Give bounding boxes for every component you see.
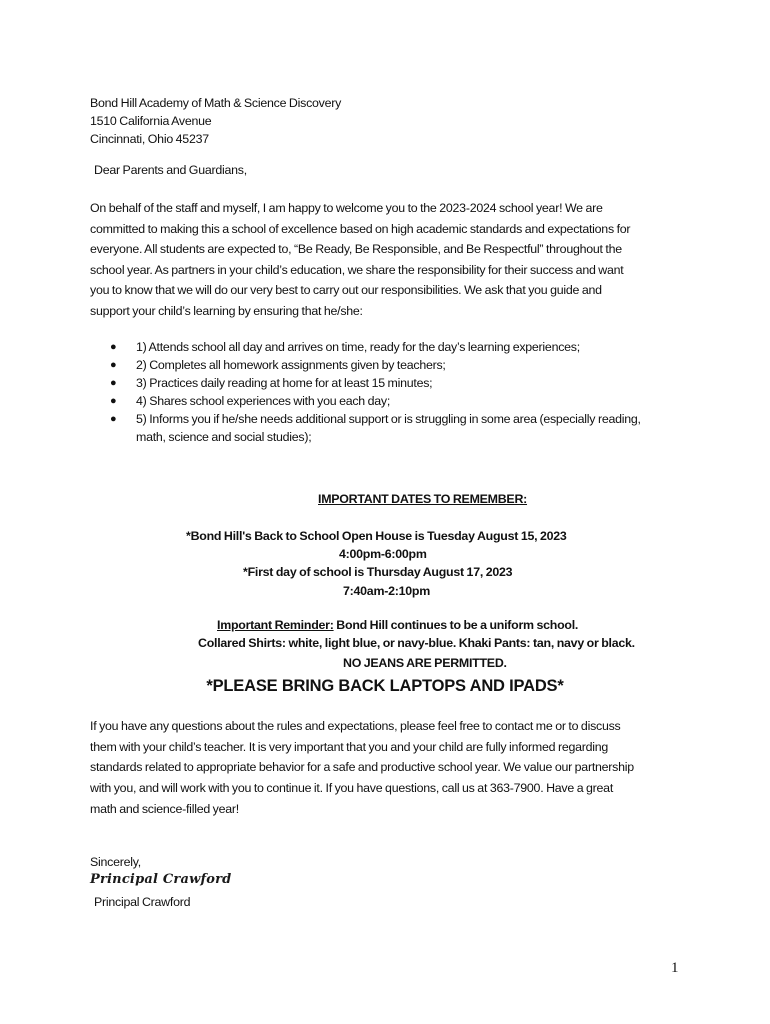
closing-paragraph <box>90 716 690 820</box>
intro-line: support your child’s learning by ensuring that he/she: <box>90 303 363 318</box>
uniform-dress-code: Collared Shirts: white, light blue, or navy-blue. Khaki Pants: tan, navy or black. <box>198 636 635 650</box>
intro-line: everyone. All students are expected to, “Be Ready, Be Responsible, and Be Respectful” throughout the <box>90 242 622 257</box>
reminder-text: Bond Hill continues to be a uniform school. <box>333 618 579 632</box>
greeting: Dear Parents and Guardians, <box>94 163 247 177</box>
list-item <box>110 356 690 374</box>
list-item-text-continued: math, science and social studies); <box>136 430 312 444</box>
important-dates-heading: IMPORTANT DATES TO REMEMBER: <box>318 492 528 506</box>
list-item <box>110 374 690 392</box>
street-address: 1510 California Avenue <box>90 114 212 128</box>
closing-line: math and science-filled year! <box>90 801 239 816</box>
intro-line: On behalf of the staff and myself, I am happy to welcome you to the 2023-2024 school year! We are <box>90 201 603 215</box>
list-item-text: 4) Shares school experiences with you each day; <box>136 394 391 408</box>
uniform-reminder <box>217 618 578 632</box>
open-house-time: 4:00pm-6:00pm <box>339 547 427 561</box>
intro-line: committed to making this a school of excellence based on high academic standards and expectations for <box>90 221 631 236</box>
intro-line: school year. As partners in your child’s education, we share the responsibility for their success and want <box>90 262 624 277</box>
list-item-text: 1) Attends school all day and arrives on time, ready for the day’s learning experiences; <box>136 340 580 354</box>
list-item-text: 5) Informs you if he/she needs additional support or is struggling in some area (especially reading, <box>136 412 641 426</box>
first-day-date: *First day of school is Thursday August 17, 2023 <box>243 565 513 579</box>
closing-line: standards related to appropriate behavior for a safe and productive school year. We value our partnership <box>90 760 634 775</box>
laptops-notice: *PLEASE BRING BACK LAPTOPS AND IPADS* <box>206 677 564 695</box>
first-day-time: 7:40am-2:10pm <box>343 584 430 598</box>
closing-line: with you, and will work with you to continue it. If you have questions, call us at 363-7900. Have a great <box>90 781 614 796</box>
list-item <box>110 392 690 410</box>
intro-paragraph <box>90 198 686 322</box>
list-item <box>110 338 690 356</box>
school-address <box>90 94 341 148</box>
list-item-text: 2) Completes all homework assignments given by teachers; <box>136 358 446 372</box>
no-jeans-notice: NO JEANS ARE PERMITTED. <box>343 656 507 670</box>
bullet-icon: ● <box>110 341 117 353</box>
bullet-icon: ● <box>110 359 117 371</box>
bullet-icon: ● <box>110 413 117 425</box>
bullet-icon: ● <box>110 377 117 389</box>
intro-line: you to know that we will do our very best to carry out our responsibilities. We ask that you guide and <box>90 283 602 298</box>
handwritten-signature: Principal Crawford <box>90 872 232 887</box>
list-item-text: 3) Practices daily reading at home for at least 15 minutes; <box>136 376 433 390</box>
reminder-label: Important Reminder: <box>217 618 334 632</box>
closing-line: them with your child’s teacher. It is very important that you and your child are fully informed regarding <box>90 739 609 754</box>
school-name: Bond Hill Academy of Math & Science Discovery <box>90 96 342 110</box>
list-item <box>110 410 690 446</box>
city-state-zip: Cincinnati, Ohio 45237 <box>90 132 209 146</box>
responsibilities-list <box>110 338 690 446</box>
bullet-icon: ● <box>110 395 117 407</box>
closing-line: If you have any questions about the rules and expectations, please feel free to contact me or to discuss <box>90 719 621 733</box>
open-house-date: *Bond Hill's Back to School Open House is Tuesday August 15, 2023 <box>186 529 567 543</box>
page-number: 1 <box>671 960 679 976</box>
signer-name: Principal Crawford <box>94 895 191 909</box>
signoff: Sincerely, <box>90 855 141 869</box>
